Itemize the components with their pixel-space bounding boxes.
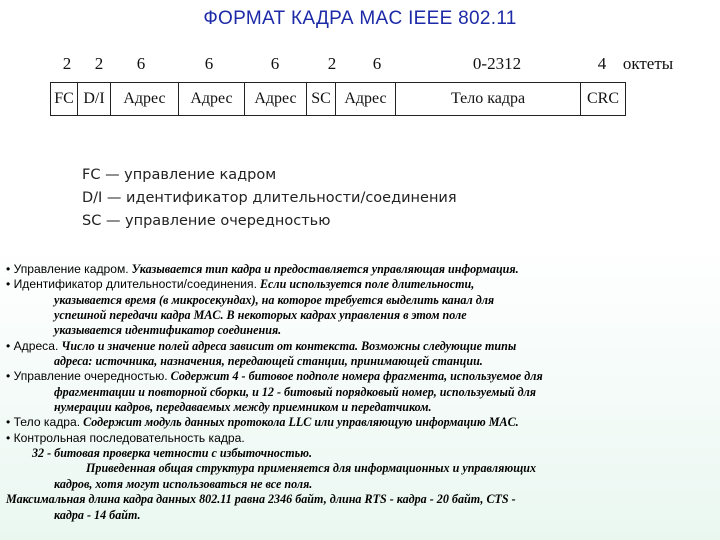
note-label: • Тело кадра. xyxy=(6,415,81,430)
legend-item-di: D/I — идентификатор длительности/соединения xyxy=(82,190,457,206)
note-text: фрагментации и повторной сборки, и 12 - битовый порядковый номер, используемый для xyxy=(54,384,537,399)
note-text: нумерации кадров, передаваемых между приемником и передатчиком. xyxy=(54,400,432,415)
note-label: • Идентификатор длительности/соединения. xyxy=(6,277,257,292)
note-text: адреса: источника, назначения, передающей станции, принимающей станции. xyxy=(54,354,483,369)
abbreviation-legend xyxy=(82,164,457,233)
note-text: кадров, хотя могут использоваться не все поля. xyxy=(54,476,313,491)
note-label: • Контрольная последовательность кадра. xyxy=(6,430,245,445)
field-address-3: Адрес xyxy=(245,83,307,115)
field-fc: FC xyxy=(51,83,78,115)
note-text: Содержит 4 - битовое подполе номера фрагмента, используемое для xyxy=(167,369,543,384)
note-text: успешной передачи кадра MAC. В некоторых кадрах управления в этом поле xyxy=(54,308,467,323)
field-sc: SC xyxy=(307,83,336,115)
note-text: указывается идентификатор соединения. xyxy=(54,323,282,338)
note-frame-control xyxy=(6,262,712,277)
note-text: кадра - 14 байт. xyxy=(54,507,141,522)
octet-count: 6 xyxy=(204,54,214,73)
field-address-1: Адрес xyxy=(111,83,179,115)
note-text: Максимальная длина кадра данных 802.11 равна 2346 байт, длина RTS - кадра - 20 байт, CTS - xyxy=(6,492,516,507)
slide-title: ФОРМАТ КАДРА MAC IEEE 802.11 xyxy=(203,8,517,29)
octet-count: 2 xyxy=(62,54,72,73)
note-label: • Управление очередностью. xyxy=(6,369,168,384)
field-frame-body: Тело кадра xyxy=(396,83,581,115)
note-text: Число и значение полей адреса зависит от контекста. Возможны следующие типы xyxy=(58,338,517,353)
note-max-length xyxy=(6,492,712,507)
field-di: D/I xyxy=(78,83,111,115)
note-text: 32 - битовая проверка четности с избыточностью. xyxy=(32,446,312,461)
octet-count: 6 xyxy=(372,54,382,73)
octet-count: 0-2312 xyxy=(472,54,522,73)
note-label: • Управление кадром. xyxy=(6,262,129,276)
legend-item-fc: FC — управление кадром xyxy=(82,167,277,183)
field-descriptions xyxy=(6,262,712,523)
octet-count: 2 xyxy=(94,54,104,73)
note-text: Содержит модуль данных протокола LLC или управляющую информацию MAC. xyxy=(80,415,519,430)
note-text: указывается время (в микросекундах), на которое требуется выделить канал для xyxy=(54,292,495,307)
note-text: Если используется поле длительности, xyxy=(256,277,475,292)
note-duration-id xyxy=(6,277,712,292)
octet-count: 6 xyxy=(270,54,280,73)
octet-count: 4 xyxy=(597,54,607,73)
note-text: Указывается тип кадра и предоставляется управляющая информация. xyxy=(128,262,519,276)
legend-item-sc: SC — управление очередностью xyxy=(82,213,331,229)
note-fcs xyxy=(6,431,712,446)
note-sequence-control xyxy=(6,369,712,384)
field-crc: CRC xyxy=(586,90,619,107)
octet-count: 6 xyxy=(136,54,146,73)
note-text: Приведенная общая структура применяется для информационных и управляющих xyxy=(86,461,537,476)
note-frame-body xyxy=(6,415,712,430)
octet-count: 2 xyxy=(327,54,337,73)
frame-format-diagram xyxy=(46,48,693,251)
note-label: • Адреса. xyxy=(6,338,59,353)
field-address-4: Адрес xyxy=(336,83,396,115)
note-addresses xyxy=(6,339,712,354)
field-address-2: Адрес xyxy=(179,83,245,115)
octet-unit-label: октеты xyxy=(622,54,674,73)
mac-frame-fields xyxy=(50,82,626,116)
